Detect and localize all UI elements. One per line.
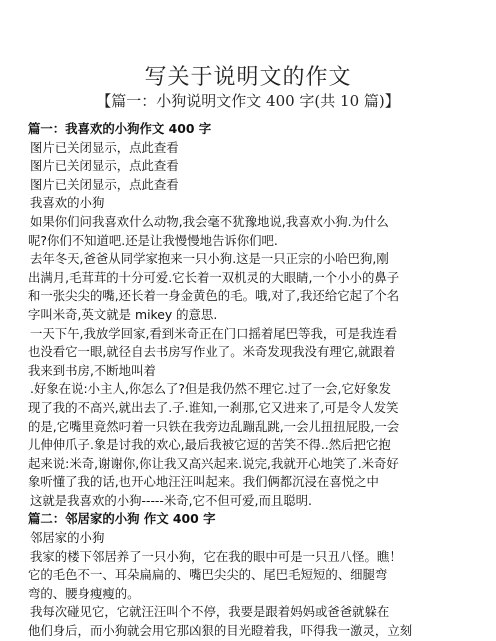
paragraph-line: 它的毛色不一、耳朵扁扁的、嘴巴尖尖的、尾巴毛短短的、细腿弯	[28, 567, 388, 583]
section-heading: 篇一：我喜欢的小狗作文 400 字	[28, 121, 212, 136]
document-body	[28, 120, 472, 641]
paragraph-line: 如果你们问我喜欢什么动物,我会毫不犹豫地说,我喜欢小狗.为什么	[30, 213, 389, 229]
paragraph-line: 儿伸伸爪子.象是讨我的欢心,最后我被它逗的苦笑不得..然后把它抱	[28, 437, 391, 453]
paragraph-line: 的是,它嘴里竟然叼着一只铁在我旁边乱蹦乱跳,一会儿扭扭屁股,一会	[28, 418, 400, 434]
essay-title: 我喜欢的小狗	[30, 195, 105, 211]
paragraph-line: 去年冬天,爸爸从同学家抱来一只小狗.这是一只正宗的小哈巴狗,刚	[30, 251, 389, 267]
paragraph-line: 象听懂了我的话,也开心地汪汪叫起来。我们俩都沉浸在喜悦之中	[28, 474, 379, 490]
paragraph-line: 这就是我喜欢的小狗-----米奇,它不但可爱,而且聪明.	[30, 492, 312, 508]
paragraph-line: .好象在说:小主人,你怎么了?但是我仍然不理它.过了一会,它好象发	[30, 381, 392, 397]
paragraph-line: 起来说:米奇,谢谢你,你让我又高兴起来.说完,我就开心地笑了.米奇好	[28, 455, 399, 471]
paragraph-line: 他们身后，而小狗就会用它那凶狠的目光瞪着我，吓得我一激灵，立刻	[28, 623, 413, 639]
paragraph-line: 出满月,毛茸茸的十分可爱.它长着一双机灵的大眼睛,一个小小的鼻子	[28, 269, 400, 285]
paragraph-line: 和一张尖尖的嘴,还长着一身金黄色的毛。哦,对了,我还给它起了个名	[28, 288, 400, 304]
essay-title: 邻居家的小狗	[30, 530, 105, 546]
paragraph-line: 一天下午,我放学回家,看到米奇正在门口摇着尾巴等我，可是我连看	[30, 325, 398, 341]
image-placeholder-text: 图片已关闭显示，点此查看	[30, 139, 179, 155]
document-title: 写关于说明文的作文	[144, 65, 352, 90]
document-subtitle: 【篇一：小狗说明文作文 400 字(共 10 篇)】	[96, 92, 400, 110]
paragraph-line: 呢?你们不知道吧.还是让我慢慢地告诉你们吧.	[28, 232, 278, 248]
paragraph-line: 也没看它一眼,就径自去书房写作业了。米奇发现我没有理它,就跟着	[28, 344, 396, 360]
image-placeholder-text: 图片已关闭显示，点此查看	[30, 176, 179, 192]
paragraph-line: 我家的楼下邻居养了一只小狗，它在我的眼中可是一只丑八怪。瞧！	[30, 548, 402, 564]
paragraph-line: 我来到书房,不断地叫着	[28, 362, 156, 378]
section-heading: 篇二：邻居家的小狗 作文 400 字	[28, 511, 216, 527]
paragraph-line: 字叫米奇,英文就是 mikey 的意思.	[28, 306, 218, 322]
paragraph-line: 弯的、腰身瘦瘦的。	[28, 585, 140, 601]
paragraph-line: 现了我的不高兴,就出去了.子.谁知,一刹那,它又进来了,可是令人发笑	[28, 399, 399, 415]
image-placeholder-text: 图片已关闭显示，点此查看	[30, 158, 179, 174]
paragraph-line: 我每次碰见它，它就汪汪叫个不停，我要是跟着妈妈或爸爸就躲在	[30, 604, 390, 620]
